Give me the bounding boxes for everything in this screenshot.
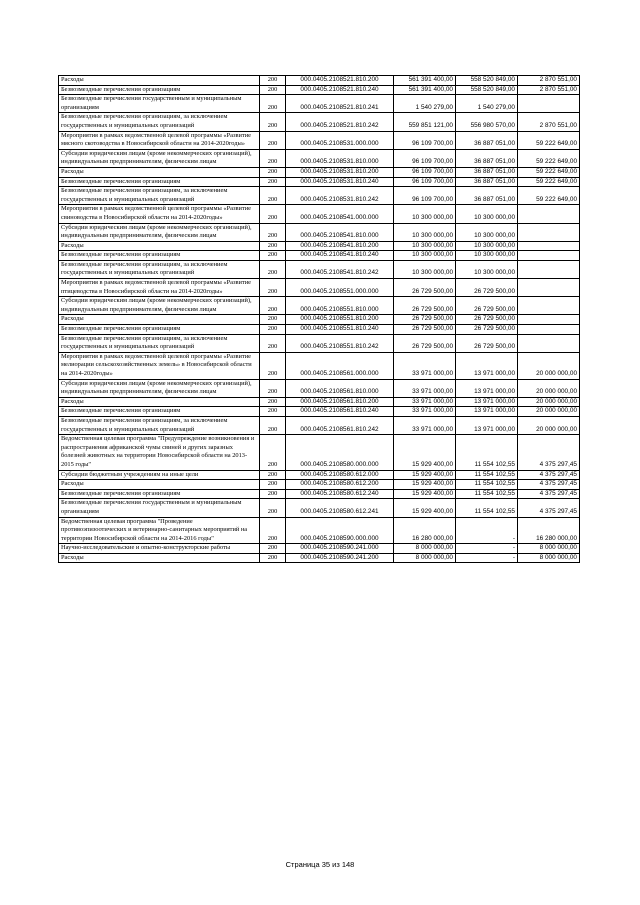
row-unexecuted-amount: 2 870 551,00: [518, 113, 580, 131]
row-budget-code: 000.0405.2108521.810.200: [286, 76, 394, 86]
table-row: [59, 187, 580, 205]
table-row: [59, 76, 580, 86]
row-executed-amount: 11 554 102,55: [456, 470, 518, 480]
row-executed-amount: 11 554 102,55: [456, 499, 518, 517]
row-approved-amount: 96 109 700,00: [394, 187, 456, 205]
row-line-code: 200: [260, 499, 286, 517]
row-name: Расходы: [59, 315, 260, 325]
row-executed-amount: 26 729 500,00: [456, 325, 518, 335]
row-executed-amount: 36 887 051,00: [456, 167, 518, 177]
row-approved-amount: 10 300 000,00: [394, 251, 456, 261]
row-budget-code: 000.0405.2108531.810.000: [286, 149, 394, 167]
row-approved-amount: 26 729 500,00: [394, 325, 456, 335]
row-approved-amount: 10 300 000,00: [394, 205, 456, 223]
row-line-code: 200: [260, 480, 286, 490]
row-unexecuted-amount: [518, 325, 580, 335]
row-line-code: 200: [260, 251, 286, 261]
row-budget-code: 000.0405.2108580.612.241: [286, 499, 394, 517]
table-row: [59, 407, 580, 417]
row-line-code: 200: [260, 205, 286, 223]
row-name: Мероприятия в рамках ведомственной целевой программы «Развитие свиноводства в Новосибирской области на 2014-2020годы»: [59, 205, 260, 223]
table-row: [59, 85, 580, 95]
table-row: [59, 315, 580, 325]
row-budget-code: 000.0405.2108521.810.242: [286, 113, 394, 131]
row-name: Расходы: [59, 167, 260, 177]
row-approved-amount: 15 929 400,00: [394, 480, 456, 490]
row-approved-amount: 26 729 500,00: [394, 334, 456, 352]
row-line-code: 200: [260, 149, 286, 167]
row-unexecuted-amount: 2 870 551,00: [518, 85, 580, 95]
row-approved-amount: 1 540 279,00: [394, 95, 456, 113]
row-line-code: 200: [260, 517, 286, 544]
row-name: Мероприятия в рамках ведомственной целевой программы «Развитие мясного скотоводства в Новосибирской области на 2014-2020годы»: [59, 131, 260, 149]
row-line-code: 200: [260, 279, 286, 297]
row-name: Субсидии юридическим лицам (кроме некоммерческих организаций), индивидуальным предпринимателям, физическим лицам: [59, 297, 260, 315]
table-row: [59, 325, 580, 335]
row-line-code: 200: [260, 325, 286, 335]
row-unexecuted-amount: 16 280 000,00: [518, 517, 580, 544]
row-budget-code: 000.0405.2108590.241.200: [286, 553, 394, 563]
table-row: [59, 113, 580, 131]
row-budget-code: 000.0405.2108580.612.000: [286, 470, 394, 480]
table-row: [59, 279, 580, 297]
row-budget-code: 000.0405.2108541.810.242: [286, 260, 394, 278]
row-budget-code: 000.0405.2108531.810.242: [286, 187, 394, 205]
row-line-code: 200: [260, 95, 286, 113]
row-line-code: 200: [260, 435, 286, 470]
row-approved-amount: 8 000 000,00: [394, 544, 456, 554]
row-line-code: 200: [260, 334, 286, 352]
row-name: Субсидии юридическим лицам (кроме некоммерческих организаций), индивидуальным предпринимателям, физическим лицам: [59, 149, 260, 167]
row-name: Безвозмездные перечисления организациям: [59, 177, 260, 187]
row-executed-amount: 36 887 051,00: [456, 149, 518, 167]
row-approved-amount: 26 729 500,00: [394, 279, 456, 297]
row-budget-code: 000.0405.2108551.810.200: [286, 315, 394, 325]
row-budget-code: 000.0405.2108541.810.240: [286, 251, 394, 261]
row-name: Ведомственная целевая программа "Проведение противоэпизоотических и ветеринарно-санитарных мероприятий на территории Новосибирской области на 2014-2016 годы": [59, 517, 260, 544]
row-executed-amount: 26 729 500,00: [456, 279, 518, 297]
table-row: [59, 435, 580, 470]
row-executed-amount: 11 554 102,55: [456, 480, 518, 490]
row-unexecuted-amount: 8 000 000,00: [518, 553, 580, 563]
row-budget-code: 000.0405.2108531.810.240: [286, 177, 394, 187]
row-approved-amount: 10 300 000,00: [394, 260, 456, 278]
row-executed-amount: 1 540 279,00: [456, 95, 518, 113]
table-row: [59, 416, 580, 434]
table-row: [59, 397, 580, 407]
row-name: Научно-исследовательские и опытно-конструкторские работы: [59, 544, 260, 554]
row-unexecuted-amount: [518, 334, 580, 352]
row-budget-code: 000.0405.2108580.000.000: [286, 435, 394, 470]
row-approved-amount: 96 109 700,00: [394, 167, 456, 177]
row-unexecuted-amount: [518, 297, 580, 315]
row-unexecuted-amount: 59 222 649,00: [518, 131, 580, 149]
table-row: [59, 131, 580, 149]
row-name: Безвозмездные перечисления организациям, за исключением государственных и муниципальных организаций: [59, 334, 260, 352]
row-approved-amount: 96 109 700,00: [394, 131, 456, 149]
row-line-code: 200: [260, 167, 286, 177]
row-line-code: 200: [260, 553, 286, 563]
row-name: Безвозмездные перечисления организациям, за исключением государственных и муниципальных организаций: [59, 187, 260, 205]
row-budget-code: 000.0405.2108521.810.240: [286, 85, 394, 95]
row-unexecuted-amount: 20 000 000,00: [518, 416, 580, 434]
row-approved-amount: 15 929 400,00: [394, 470, 456, 480]
row-line-code: 200: [260, 407, 286, 417]
row-line-code: 200: [260, 352, 286, 379]
row-approved-amount: 10 300 000,00: [394, 223, 456, 241]
row-unexecuted-amount: 20 000 000,00: [518, 352, 580, 379]
row-unexecuted-amount: [518, 223, 580, 241]
table-row: [59, 352, 580, 379]
row-line-code: 200: [260, 76, 286, 86]
row-executed-amount: 13 971 000,00: [456, 397, 518, 407]
row-name: Расходы: [59, 553, 260, 563]
row-unexecuted-amount: [518, 251, 580, 261]
row-executed-amount: 10 300 000,00: [456, 223, 518, 241]
row-line-code: 200: [260, 187, 286, 205]
row-executed-amount: 10 300 000,00: [456, 260, 518, 278]
row-name: Мероприятия в рамках ведомственной целевой программы «Развитие птицеводства в Новосибирской области на 2014-2020годы»: [59, 279, 260, 297]
row-budget-code: 000.0405.2108580.612.200: [286, 480, 394, 490]
row-approved-amount: 96 109 700,00: [394, 149, 456, 167]
row-unexecuted-amount: 20 000 000,00: [518, 379, 580, 397]
row-budget-code: 000.0405.2108551.810.000: [286, 297, 394, 315]
row-unexecuted-amount: 4 375 297,45: [518, 480, 580, 490]
row-budget-code: 000.0405.2108521.810.241: [286, 95, 394, 113]
row-line-code: 200: [260, 379, 286, 397]
row-name: Мероприятия в рамках ведомственной целевой программы «Развитие мелиорации сельскохозяйственных земель» в Новосибирской области на 2014-2020годы»: [59, 352, 260, 379]
row-approved-amount: 10 300 000,00: [394, 241, 456, 251]
row-approved-amount: 33 971 000,00: [394, 352, 456, 379]
row-approved-amount: 26 729 500,00: [394, 315, 456, 325]
row-budget-code: 000.0405.2108561.000.000: [286, 352, 394, 379]
row-line-code: 200: [260, 177, 286, 187]
row-executed-amount: -: [456, 544, 518, 554]
row-unexecuted-amount: [518, 241, 580, 251]
row-executed-amount: 36 887 051,00: [456, 177, 518, 187]
row-budget-code: 000.0405.2108531.810.200: [286, 167, 394, 177]
row-approved-amount: 559 851 121,00: [394, 113, 456, 131]
row-budget-code: 000.0405.2108541.810.000: [286, 223, 394, 241]
row-budget-code: 000.0405.2108551.810.240: [286, 325, 394, 335]
row-executed-amount: 13 971 000,00: [456, 352, 518, 379]
row-budget-code: 000.0405.2108541.810.200: [286, 241, 394, 251]
row-executed-amount: 11 554 102,55: [456, 435, 518, 470]
row-line-code: 200: [260, 241, 286, 251]
row-unexecuted-amount: 4 375 297,45: [518, 470, 580, 480]
row-executed-amount: 558 520 849,00: [456, 85, 518, 95]
row-executed-amount: 36 887 051,00: [456, 187, 518, 205]
row-unexecuted-amount: 59 222 649,00: [518, 177, 580, 187]
row-unexecuted-amount: 59 222 649,00: [518, 167, 580, 177]
row-unexecuted-amount: [518, 315, 580, 325]
row-unexecuted-amount: 20 000 000,00: [518, 397, 580, 407]
row-name: Расходы: [59, 397, 260, 407]
row-name: Безвозмездные перечисления организациям, за исключением государственных и муниципальных организаций: [59, 113, 260, 131]
row-name: Безвозмездные перечисления организациям: [59, 407, 260, 417]
row-approved-amount: 16 280 000,00: [394, 517, 456, 544]
table-row: [59, 334, 580, 352]
row-executed-amount: 36 887 051,00: [456, 131, 518, 149]
row-name: Безвозмездные перечисления государственным и муниципальным организациям: [59, 499, 260, 517]
row-approved-amount: 561 391 400,00: [394, 85, 456, 95]
row-line-code: 200: [260, 223, 286, 241]
row-executed-amount: 558 520 849,00: [456, 76, 518, 86]
table-row: [59, 149, 580, 167]
row-executed-amount: 26 729 500,00: [456, 297, 518, 315]
row-approved-amount: 561 391 400,00: [394, 76, 456, 86]
row-line-code: 200: [260, 113, 286, 131]
table-body: [59, 76, 580, 563]
row-budget-code: 000.0405.2108590.241.000: [286, 544, 394, 554]
table-row: [59, 544, 580, 554]
table-row: [59, 480, 580, 490]
table-row: [59, 553, 580, 563]
row-budget-code: 000.0405.2108541.000.000: [286, 205, 394, 223]
row-approved-amount: 33 971 000,00: [394, 407, 456, 417]
row-unexecuted-amount: 4 375 297,45: [518, 489, 580, 499]
row-budget-code: 000.0405.2108531.000.000: [286, 131, 394, 149]
row-name: Субсидии бюджетным учреждениям на иные цели: [59, 470, 260, 480]
row-line-code: 200: [260, 397, 286, 407]
row-unexecuted-amount: 2 870 551,00: [518, 76, 580, 86]
row-name: Безвозмездные перечисления организациям, за исключением государственных и муниципальных организаций: [59, 260, 260, 278]
row-unexecuted-amount: [518, 279, 580, 297]
table-row: [59, 517, 580, 544]
table-row: [59, 260, 580, 278]
row-line-code: 200: [260, 470, 286, 480]
table-row: [59, 470, 580, 480]
row-unexecuted-amount: [518, 260, 580, 278]
row-approved-amount: 96 109 700,00: [394, 177, 456, 187]
row-executed-amount: 10 300 000,00: [456, 241, 518, 251]
row-budget-code: 000.0405.2108561.810.242: [286, 416, 394, 434]
row-budget-code: 000.0405.2108551.810.242: [286, 334, 394, 352]
row-unexecuted-amount: 4 375 297,45: [518, 499, 580, 517]
row-unexecuted-amount: 59 222 649,00: [518, 149, 580, 167]
table-row: [59, 241, 580, 251]
row-executed-amount: 26 729 500,00: [456, 315, 518, 325]
row-approved-amount: 8 000 000,00: [394, 553, 456, 563]
row-name: Безвозмездные перечисления организациям, за исключением государственных и муниципальных организаций: [59, 416, 260, 434]
row-executed-amount: 556 980 570,00: [456, 113, 518, 131]
row-name: Ведомственная целевая программа "Предупреждение возникновения и распространения африканской чумы свиней и других заразных болезней животных на территории Новосибирской области на 2013-2015 годы": [59, 435, 260, 470]
row-executed-amount: 11 554 102,55: [456, 489, 518, 499]
row-line-code: 200: [260, 131, 286, 149]
table-row: [59, 251, 580, 261]
row-executed-amount: 26 729 500,00: [456, 334, 518, 352]
row-line-code: 200: [260, 260, 286, 278]
row-line-code: 200: [260, 315, 286, 325]
row-executed-amount: 10 300 000,00: [456, 205, 518, 223]
row-line-code: 200: [260, 544, 286, 554]
row-unexecuted-amount: [518, 95, 580, 113]
table-row: [59, 379, 580, 397]
row-name: Расходы: [59, 241, 260, 251]
row-executed-amount: 13 971 000,00: [456, 407, 518, 417]
row-unexecuted-amount: 59 222 649,00: [518, 187, 580, 205]
row-executed-amount: -: [456, 553, 518, 563]
row-approved-amount: 26 729 500,00: [394, 297, 456, 315]
row-name: Безвозмездные перечисления организациям: [59, 325, 260, 335]
row-approved-amount: 33 971 000,00: [394, 416, 456, 434]
row-approved-amount: 15 929 400,00: [394, 489, 456, 499]
table-row: [59, 95, 580, 113]
row-unexecuted-amount: 4 375 297,45: [518, 435, 580, 470]
row-line-code: 200: [260, 489, 286, 499]
row-unexecuted-amount: [518, 205, 580, 223]
row-name: Субсидии юридическим лицам (кроме некоммерческих организаций), индивидуальным предпринимателям, физическим лицам: [59, 379, 260, 397]
row-unexecuted-amount: 8 000 000,00: [518, 544, 580, 554]
row-budget-code: 000.0405.2108561.810.240: [286, 407, 394, 417]
row-line-code: 200: [260, 297, 286, 315]
row-name: Расходы: [59, 480, 260, 490]
row-executed-amount: -: [456, 517, 518, 544]
row-name: Расходы: [59, 76, 260, 86]
row-budget-code: 000.0405.2108561.810.200: [286, 397, 394, 407]
row-budget-code: 000.0405.2108580.612.240: [286, 489, 394, 499]
row-name: Безвозмездные перечисления организациям: [59, 85, 260, 95]
row-executed-amount: 10 300 000,00: [456, 251, 518, 261]
row-approved-amount: 33 971 000,00: [394, 379, 456, 397]
row-budget-code: 000.0405.2108590.000.000: [286, 517, 394, 544]
table-row: [59, 297, 580, 315]
row-name: Безвозмездные перечисления организациям: [59, 251, 260, 261]
row-name: Безвозмездные перечисления государственным и муниципальным организациям: [59, 95, 260, 113]
table-row: [59, 167, 580, 177]
row-budget-code: 000.0405.2108551.000.000: [286, 279, 394, 297]
row-line-code: 200: [260, 416, 286, 434]
row-line-code: 200: [260, 85, 286, 95]
table-row: [59, 499, 580, 517]
budget-execution-table: [58, 75, 580, 563]
row-approved-amount: 15 929 400,00: [394, 435, 456, 470]
table-row: [59, 177, 580, 187]
page-number: Страница 35 из 148: [285, 860, 355, 869]
table-row: [59, 489, 580, 499]
row-approved-amount: 15 929 400,00: [394, 499, 456, 517]
table-row: [59, 223, 580, 241]
row-approved-amount: 33 971 000,00: [394, 397, 456, 407]
table-row: [59, 205, 580, 223]
row-name: Субсидии юридическим лицам (кроме некоммерческих организаций), индивидуальным предпринимателям, физическим лицам: [59, 223, 260, 241]
row-executed-amount: 13 971 000,00: [456, 416, 518, 434]
row-name: Безвозмездные перечисления организациям: [59, 489, 260, 499]
row-executed-amount: 13 971 000,00: [456, 379, 518, 397]
row-unexecuted-amount: 20 000 000,00: [518, 407, 580, 417]
row-budget-code: 000.0405.2108561.810.000: [286, 379, 394, 397]
